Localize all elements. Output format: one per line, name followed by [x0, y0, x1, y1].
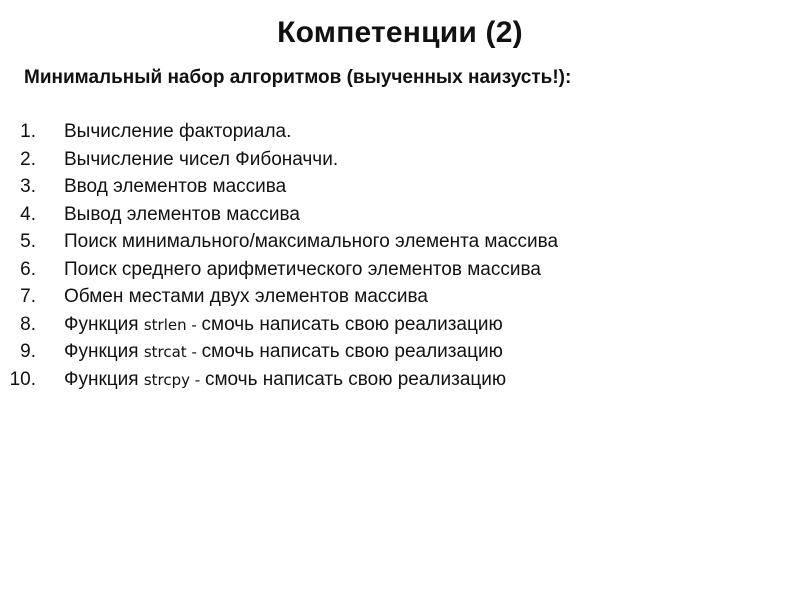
slide-subtitle: Минимальный набор алгоритмов (выученных наизусть!):	[24, 67, 572, 88]
list-item-number: 10.	[9, 368, 36, 390]
list-item	[0, 201, 800, 229]
list-item-number: 2.	[20, 148, 36, 170]
list-item-text: Вычисление факториала.	[64, 121, 292, 142]
list-item-text	[64, 311, 503, 340]
list-item	[0, 118, 800, 146]
list-item-text: Ввод элементов массива	[64, 176, 287, 197]
algorithms-list	[0, 118, 800, 393]
list-item	[0, 256, 800, 284]
list-item-number: 7.	[20, 286, 36, 307]
list-item-prefix: Функция	[64, 341, 144, 362]
function-name: strcpy -	[143, 370, 205, 389]
function-name: strcat -	[143, 343, 202, 361]
list-item	[0, 228, 800, 256]
list-item-suffix: смочь написать свою реализацию	[201, 341, 503, 362]
function-name: strlen -	[143, 315, 202, 334]
list-item-prefix: Функция	[64, 368, 144, 390]
list-item-number: 1.	[20, 121, 36, 142]
list-item-suffix: смочь написать свою реализацию	[201, 313, 503, 335]
list-item-prefix: Функция	[64, 313, 144, 335]
list-item	[0, 366, 800, 394]
list-item-text: Обмен местами двух элементов массива	[64, 286, 428, 307]
list-item	[0, 338, 800, 366]
list-item	[0, 173, 800, 201]
list-item-number: 3.	[20, 176, 36, 197]
list-item-number: 9.	[20, 341, 36, 362]
list-item	[0, 146, 800, 174]
list-item-number: 5.	[20, 231, 36, 252]
slide-title: Компетенции (2)	[277, 16, 523, 49]
list-item-number: 6.	[20, 258, 36, 280]
list-item-text	[64, 366, 506, 395]
list-item-suffix: смочь написать свою реализацию	[204, 368, 507, 390]
list-item	[0, 311, 800, 339]
list-item-number: 8.	[20, 313, 36, 335]
list-item-text	[64, 338, 503, 367]
list-item-number: 4.	[20, 203, 36, 225]
list-item-text: Поиск среднего арифметического элементов массива	[64, 258, 541, 280]
list-item-text: Вычисление чисел Фибоначчи.	[64, 148, 339, 170]
list-item	[0, 283, 800, 311]
list-item-text: Поиск минимального/максимального элемента массива	[64, 231, 559, 252]
list-item-text: Вывод элементов массива	[64, 203, 300, 225]
